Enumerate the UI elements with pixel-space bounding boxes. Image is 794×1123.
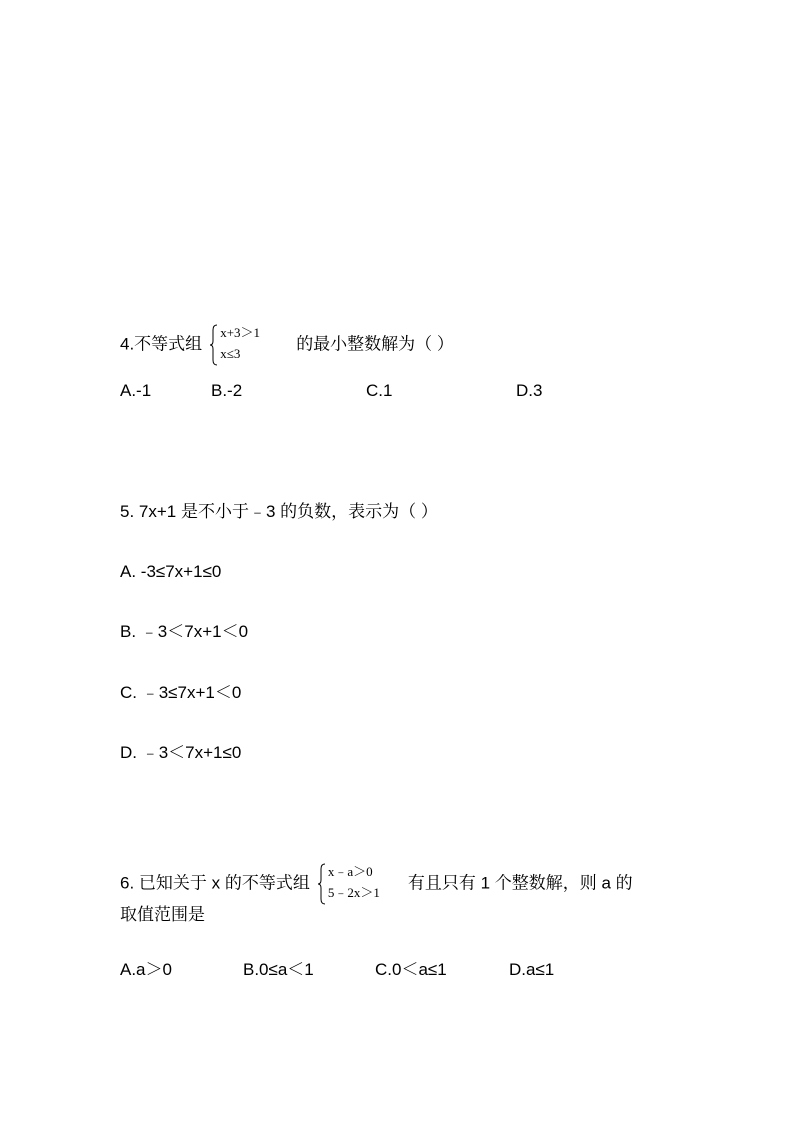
question-6-suffix: 有且只有 1 个整数解，则 a 的	[407, 873, 633, 893]
question-4-option-c: C.1	[366, 381, 393, 400]
question-6-line-2: 取值范围是	[120, 905, 205, 924]
question-4	[120, 323, 454, 367]
question-6-inequality-system	[318, 862, 402, 906]
left-brace-icon	[318, 863, 326, 905]
question-5-option-c: C. ﹣3≤7x+1＜0	[120, 683, 242, 702]
question-4-prefix: 4.不等式组	[120, 334, 203, 354]
question-4-inequality-2: x≤3	[220, 346, 241, 361]
question-6-option-c: C.0＜a≤1	[375, 960, 447, 979]
question-4-inequality-1: x+3＞1	[220, 325, 261, 340]
question-5-option-a: A. -3≤7x+1≤0	[120, 562, 222, 581]
question-5-stem: 5. 7x+1 是不小于﹣3 的负数，表示为（ ）	[120, 502, 438, 521]
question-4-inequality-system	[210, 323, 290, 367]
question-4-option-a: A.-1	[120, 381, 152, 400]
question-5-option-d: D. ﹣3＜7x+1≤0	[120, 743, 242, 762]
question-6-option-a: A.a＞0	[120, 960, 172, 979]
question-4-option-b: B.-2	[211, 381, 243, 400]
question-6-inequality-1: x﹣a＞0	[327, 864, 373, 879]
left-brace-icon	[210, 324, 218, 366]
question-6-prefix: 6. 已知关于 x 的不等式组	[120, 873, 310, 893]
question-6-inequality-2: 5﹣2x＞1	[327, 885, 380, 900]
question-6-option-d: D.a≤1	[509, 960, 555, 979]
question-4-option-d: D.3	[516, 381, 543, 400]
question-4-suffix: 的最小整数解为（ ）	[296, 334, 454, 354]
question-6-option-b: B.0≤a＜1	[243, 960, 314, 979]
question-6	[120, 862, 633, 906]
question-5-option-b: B. ﹣3＜7x+1＜0	[120, 622, 249, 641]
